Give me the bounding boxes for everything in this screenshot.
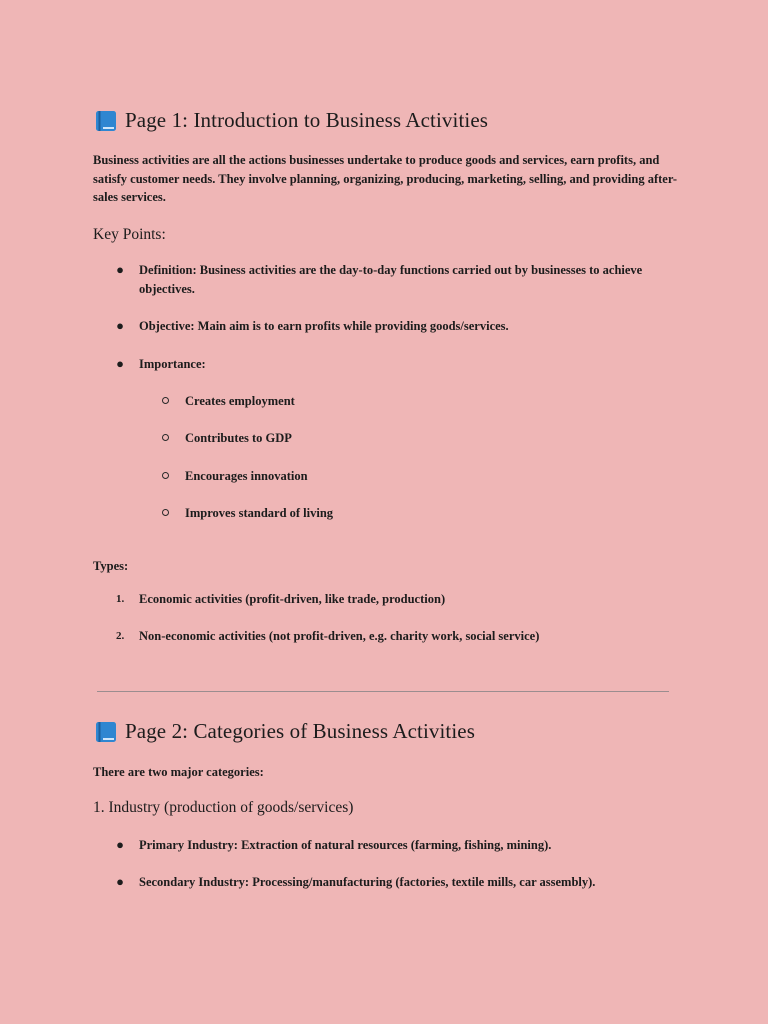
- importance-item: Improves standard of living: [185, 506, 334, 520]
- sub-bullet-circle: [162, 472, 169, 479]
- page2-intro: There are two major categories:: [93, 765, 264, 779]
- importance-item: Creates employment: [185, 394, 295, 408]
- page1-intro: Business activities are all the actions businesses undertake to produce goods and services, earn profits, and satisfy customer needs. They involve planning, organizing, producing, marketing, selling, and providing after-sales services.: [93, 153, 678, 204]
- page2-title: [95, 719, 475, 744]
- page1-title: [95, 108, 488, 133]
- page1-title-text: Page 1: Introduction to Business Activities: [125, 108, 489, 132]
- sub-bullet-circle: [162, 434, 169, 441]
- importance-item: Contributes to GDP: [185, 431, 292, 445]
- industry-item: Primary Industry: Extraction of natural resources (farming, fishing, mining).: [139, 838, 552, 852]
- type-item: Non-economic activities (not profit-driven, e.g. charity work, social service): [139, 629, 540, 643]
- importance-item: Encourages innovation: [185, 469, 308, 483]
- sub-bullet-circle: [162, 509, 169, 516]
- type-item: Economic activities (profit-driven, like trade, production): [139, 592, 446, 606]
- list-number: 1.: [116, 593, 125, 605]
- bullet-dot: ●: [116, 262, 124, 277]
- key-point-item: Objective: Main aim is to earn profits while providing goods/services.: [139, 319, 509, 333]
- list-number: 2.: [116, 630, 125, 642]
- blue-book-icon: [95, 721, 117, 743]
- bullet-dot: ●: [116, 837, 124, 852]
- bullet-dot: ●: [116, 318, 124, 333]
- page2-title-text: Page 2: Categories of Business Activities: [125, 719, 475, 743]
- types-heading: Types:: [93, 559, 129, 573]
- sub-bullet-circle: [162, 397, 169, 404]
- industry-item: Secondary Industry: Processing/manufacturing (factories, textile mills, car assembly).: [139, 875, 596, 889]
- industry-heading: 1. Industry (production of goods/services): [93, 799, 354, 816]
- key-point-item: Importance:: [139, 357, 206, 371]
- blue-book-icon: [95, 110, 117, 132]
- key-point-item: Definition: Business activities are the day-to-day functions carried out by businesses to achieve objectives.: [139, 263, 643, 296]
- section-divider: [97, 691, 669, 692]
- key-points-heading: Key Points:: [93, 226, 166, 243]
- bullet-dot: ●: [116, 356, 124, 371]
- bullet-dot: ●: [116, 874, 124, 889]
